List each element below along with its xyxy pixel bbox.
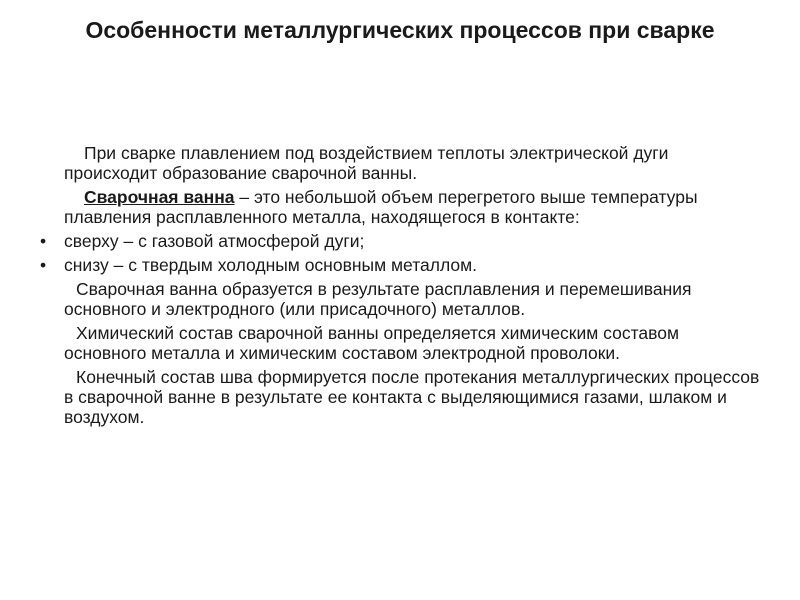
bullet-item	[40, 231, 760, 251]
slide-title: Особенности металлургических процессов при сварке	[85, 17, 715, 43]
slide-body	[40, 143, 760, 431]
definition-paragraph	[40, 187, 760, 227]
paragraph-chemical-composition: Химический состав сварочной ванны определяется химическим составом основного металла и химическим составом электродной проволоки.	[64, 323, 679, 363]
bullet-item	[40, 255, 760, 275]
paragraph-final-composition: Конечный состав шва формируется после протекания металлургических процессов в сварочной ванне в результате ее контакта с выделяющимися газами, шлаком и воздухом.	[64, 367, 760, 427]
bullet-icon: •	[40, 255, 47, 275]
definition-text: – это небольшой объем перегретого выше температуры плавления расплавленного металла, находящегося в контакте:	[64, 187, 698, 227]
bullet-text: сверху – с газовой атмосферой дуги;	[64, 231, 365, 251]
bullet-icon: •	[40, 231, 47, 251]
intro-paragraph: При сварке плавлением под воздействием теплоты электрической дуги происходит образование сварочной ванны.	[64, 143, 669, 183]
paragraph-weld-pool-formation: Сварочная ванна образуется в результате расплавления и перемешивания основного и электродного (или присадочного) металлов.	[64, 279, 692, 319]
definition-term: Сварочная ванна	[84, 187, 235, 207]
bullet-text: снизу – с твердым холодным основным металлом.	[64, 255, 477, 275]
